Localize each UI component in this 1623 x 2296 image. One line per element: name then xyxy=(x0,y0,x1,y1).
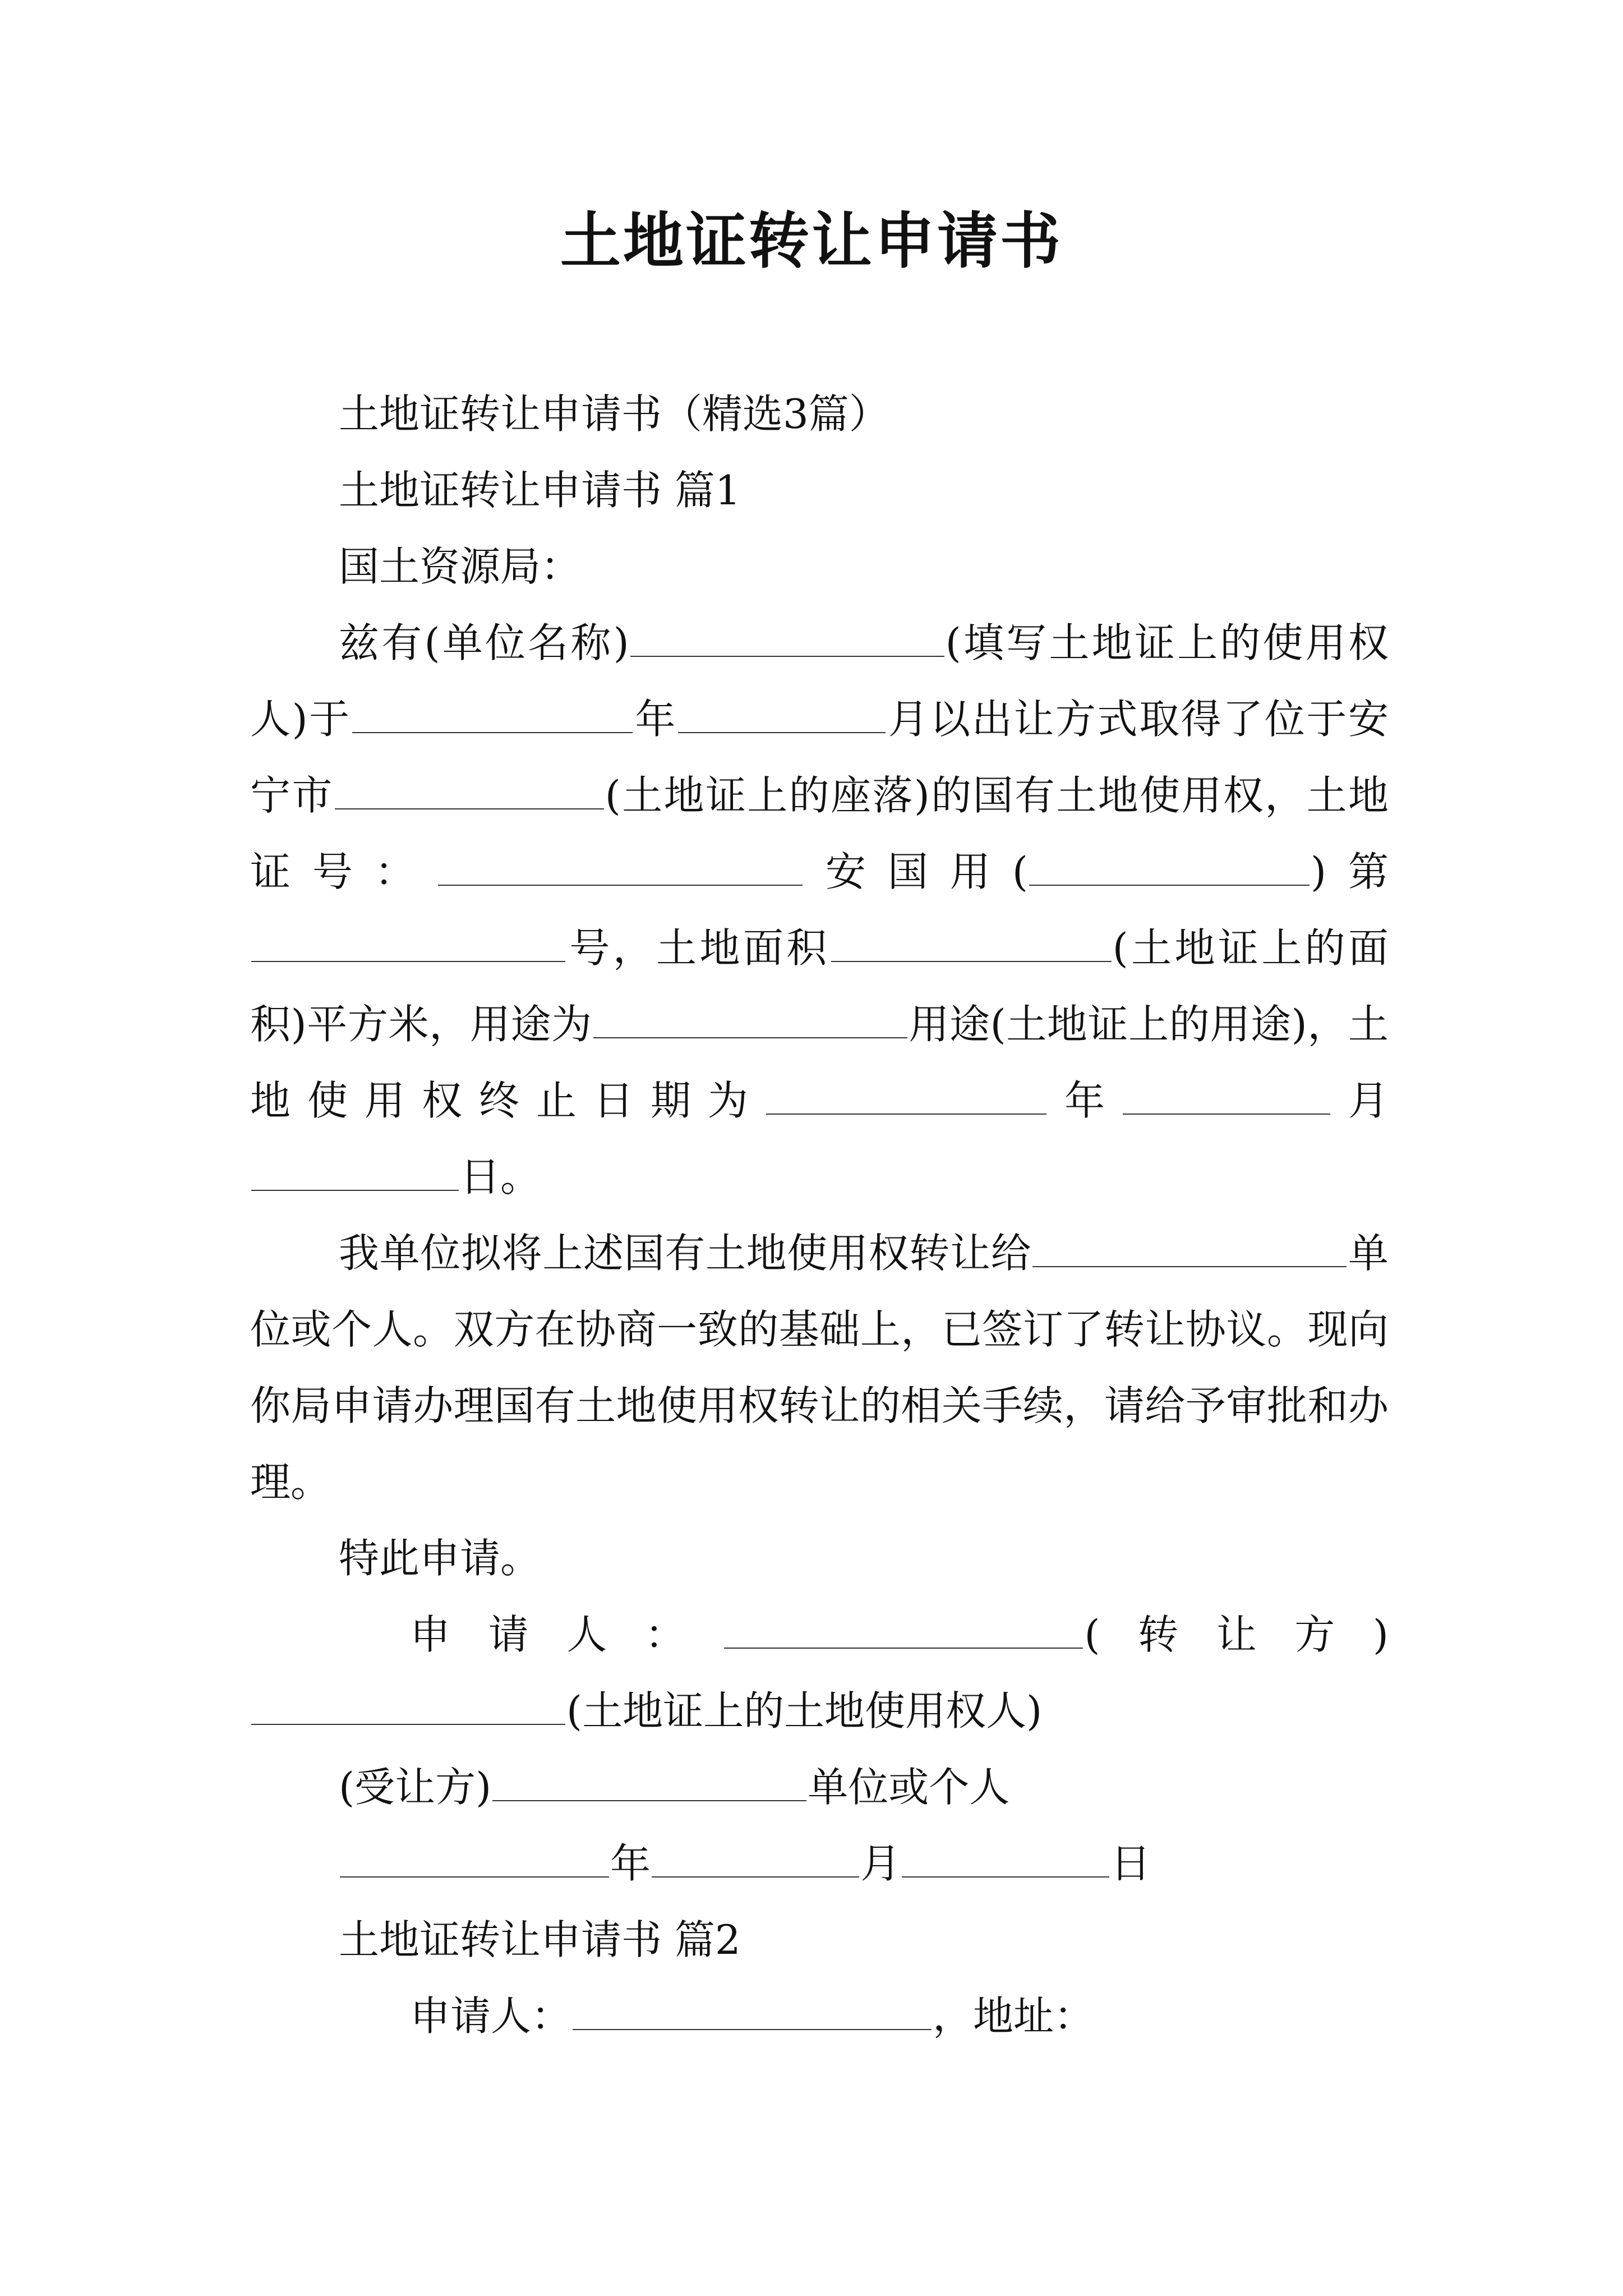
blank-location[interactable] xyxy=(335,769,604,809)
date-line xyxy=(250,1825,1389,1902)
applicant-note: (土地证上的土地使用权人) xyxy=(566,1687,1043,1734)
blank-date-month[interactable] xyxy=(652,1837,859,1878)
section-2-applicant-label: 申请人： xyxy=(410,1993,572,2040)
transferee-note: 单位或个人 xyxy=(808,1764,1010,1811)
blank-end-year[interactable] xyxy=(766,1074,1046,1115)
applicant-line xyxy=(250,1596,1389,1749)
paragraph-1-text-7: )第 xyxy=(1310,848,1389,895)
transferee-line xyxy=(250,1749,1389,1825)
date-day-label: 日 xyxy=(1110,1840,1151,1887)
blank-end-day[interactable] xyxy=(251,1151,459,1191)
paragraph-1-text-8: 号，土地面积 xyxy=(566,924,830,972)
paragraph-1-text-5: (土地证上的座落)的国有土地使用权，土地证号： xyxy=(250,772,1389,895)
applicant-role: (转让方) xyxy=(1084,1611,1389,1658)
addressee xyxy=(250,528,1389,605)
closing xyxy=(250,1520,1389,1596)
blank-applicant-holder[interactable] xyxy=(251,1685,565,1725)
paragraph-1-text-3: 年 xyxy=(633,696,677,743)
blank-date-day[interactable] xyxy=(902,1837,1109,1878)
paragraph-1-text-12: 月 xyxy=(1331,1077,1389,1124)
paragraph-1-text-9: (土地证上的面积)平方米，用途为 xyxy=(250,924,1389,1048)
paragraph-1-text-13: 日。 xyxy=(460,1153,541,1200)
paragraph-1 xyxy=(250,605,1389,1215)
paragraph-2-text-2: 单位或个人。双方在协商一致的基础上，已签订了转让协议。现向你局申请办理国有土地使用权转让的相关手续，请给予审批和办理。 xyxy=(250,1230,1389,1506)
section-1-heading-text: 土地证转让申请书 篇1 xyxy=(339,467,741,514)
paragraph-2 xyxy=(250,1215,1389,1520)
blank-date-year[interactable] xyxy=(340,1837,609,1878)
blank-end-month-a[interactable] xyxy=(1123,1074,1330,1115)
paragraph-1-text-4: 月以出让方式取得了位于安宁市 xyxy=(250,696,1389,819)
document-title: 土地证转让申请书 xyxy=(560,206,1063,277)
applicant-label: 申请人： xyxy=(410,1611,723,1658)
subtitle xyxy=(250,376,1389,452)
section-2-applicant-line xyxy=(250,1978,1389,2054)
document-body xyxy=(250,376,1389,2054)
paragraph-2-text-1: 我单位拟将上述国有土地使用权转让给 xyxy=(339,1230,1032,1277)
blank-transferee[interactable] xyxy=(1032,1227,1347,1267)
blank-certificate-number[interactable] xyxy=(438,845,803,886)
date-month-label: 月 xyxy=(860,1840,901,1887)
paragraph-1-text-6: 安国用( xyxy=(803,848,1028,895)
transferee-label: (受让方) xyxy=(339,1764,492,1811)
closing-text: 特此申请。 xyxy=(339,1535,541,1582)
blank-acquire-year[interactable] xyxy=(352,693,633,733)
subtitle-text: 土地证转让申请书（精选3篇） xyxy=(339,390,889,438)
paragraph-1-text-11: 年 xyxy=(1047,1077,1122,1124)
blank-land-use[interactable] xyxy=(593,998,907,1038)
addressee-text: 国土资源局： xyxy=(339,543,582,590)
blank-certificate-prefix[interactable] xyxy=(1029,845,1310,886)
paragraph-1-text-1: 兹有(单位名称) xyxy=(339,619,629,666)
blank-certificate-serial[interactable] xyxy=(251,922,565,962)
blank-acquire-month[interactable] xyxy=(678,693,886,733)
section-2-heading-text: 土地证转让申请书 篇2 xyxy=(339,1916,741,1963)
paragraph-1-text-10: 用途(土地证上的用途)，土地使用权终止日期为 xyxy=(250,1001,1389,1124)
paragraph-1-text-2: (填写土地证上的使用权人)于 xyxy=(250,619,1389,743)
blank-applicant[interactable] xyxy=(724,1608,1083,1649)
date-year-label: 年 xyxy=(610,1840,651,1887)
blank-unit-name[interactable] xyxy=(630,616,944,657)
blank-section-2-applicant[interactable] xyxy=(573,1990,932,2030)
section-1-heading xyxy=(250,452,1389,528)
blank-transferee-name[interactable] xyxy=(492,1761,806,1801)
blank-land-area[interactable] xyxy=(831,922,1112,962)
section-2-heading xyxy=(250,1902,1389,1978)
section-2-address-label: ，地址： xyxy=(933,1993,1095,2040)
